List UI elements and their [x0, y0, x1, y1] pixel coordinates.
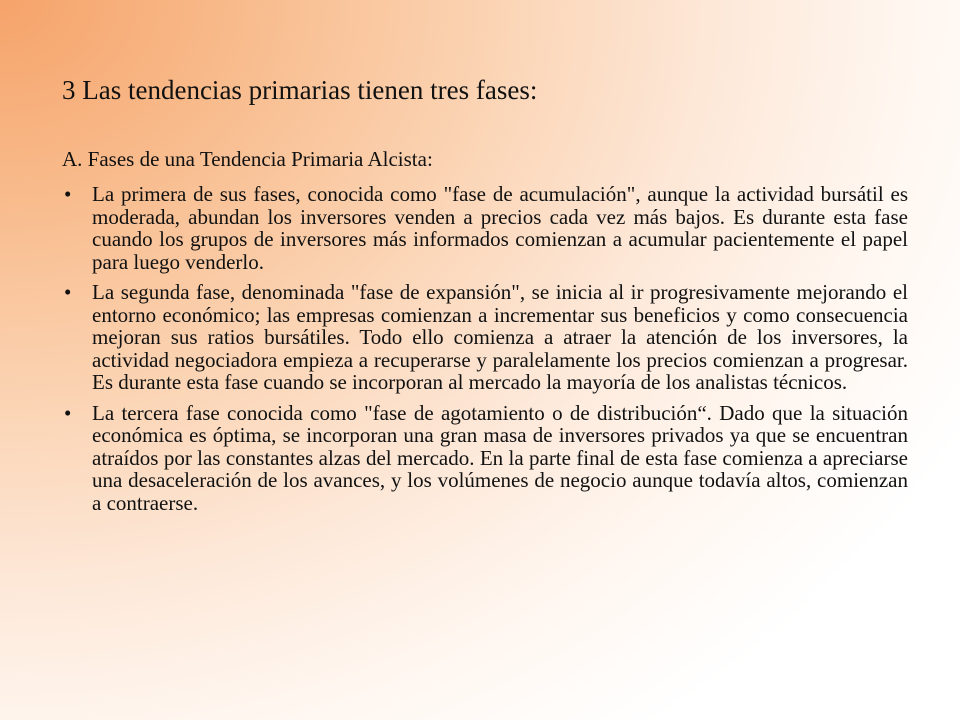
bullet-item [62, 183, 908, 273]
bullet-item [62, 402, 908, 515]
bullet-item [62, 281, 908, 394]
bullet-text: La primera de sus fases, conocida como "fase de acumulación", aunque la actividad bursátil es moderada, abundan los inversores venden a precios cada vez más bajos. Es durante esta fase cuando los grupos de inversores más informados comienzan a acumular pacientemente el papel para luego venderlo. [92, 182, 908, 274]
bullet-list [62, 183, 908, 522]
slide-title: 3 Las tendencias primarias tienen tres fases: [62, 75, 538, 105]
bullet-text: La tercera fase conocida como "fase de agotamiento o de distribución“. Dado que la situación económica es óptima, se incorporan una gran masa de inversores privados ya que se encuentran atraídos por las constantes alzas del mercado. En la parte final de esta fase comienza a apreciarse una desaceleración de los avances, y los volúmenes de negocio aunque todavía altos, comienzan a contraerse. [92, 400, 908, 515]
bullet-dot-icon: • [64, 182, 72, 206]
bullet-text: La segunda fase, denominada "fase de expansión", se inicia al ir progresivamente mejorando el entorno económico; las empresas comienzan a incrementar sus beneficios y como consecuencia mejoran sus ratios bursátiles. Todo ello comienza a atraer la atención de los inversores, la actividad negociadora empieza a recuperarse y paralelamente los precios comienzan a progresar. Es durante esta fase cuando se incorporan al mercado la mayoría de los analistas técnicos. [92, 280, 908, 394]
bullet-dot-icon: • [64, 400, 72, 425]
section-subtitle: A. Fases de una Tendencia Primaria Alcista: [62, 147, 433, 171]
bullet-dot-icon: • [64, 280, 72, 304]
